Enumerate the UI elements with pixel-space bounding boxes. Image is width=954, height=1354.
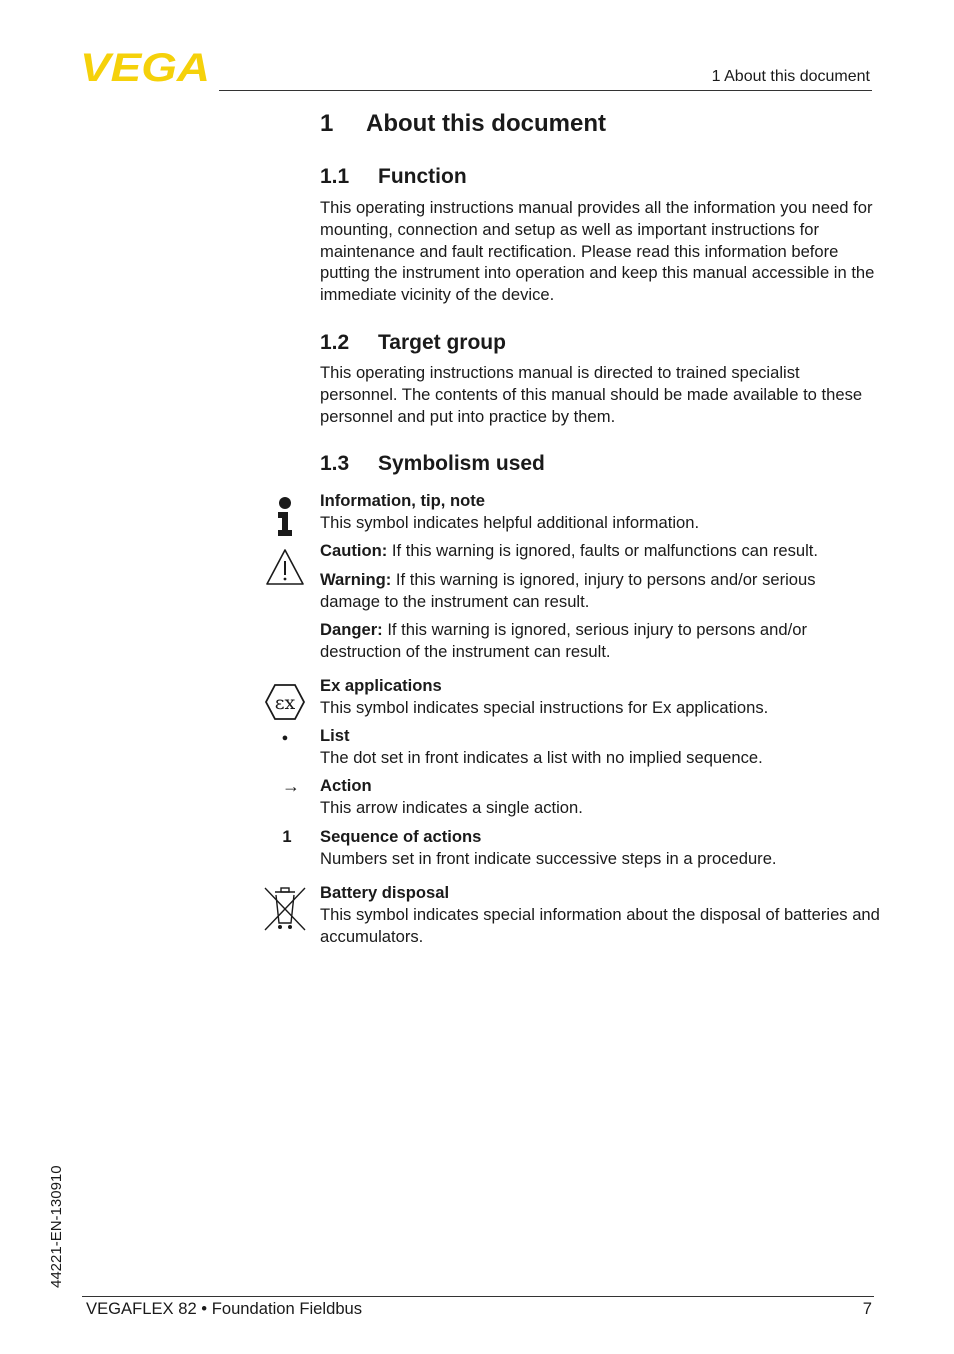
target-group-paragraph: This operating instructions manual is directed to trained specialist personnel. The contents of this manual should be made available to these personnel and put into practice by them.	[320, 363, 863, 426]
caution-entry: Caution: If this warning is ignored, faults or malfunctions can result.	[320, 541, 819, 560]
battery-entry: Battery disposal This symbol indicates special information about the disposal of batteries and accumulators.	[320, 883, 880, 946]
ex-entry: Ex applications This symbol indicates special instructions for Ex applications.	[320, 676, 769, 717]
function-paragraph: This operating instructions manual provides all the information you need for mounting, connection and setup as well as important instructions for maintenance and fault rectification. Please read this information before putting the instrument into operation and keep this manual accessible in the immediate vicinity of the device.	[320, 198, 875, 305]
header-divider	[219, 90, 872, 91]
danger-entry: Danger: If this warning is ignored, serious injury to persons and/or destruction of the instrument can result.	[320, 620, 807, 661]
chapter-heading: 1 About this document	[320, 110, 606, 137]
svg-text:VEGA: VEGA	[80, 50, 210, 84]
section-heading-target-group: 1.2 Target group	[320, 331, 506, 354]
header-section-title: 1 About this document	[711, 68, 870, 85]
bullet-dot-icon: ●	[281, 732, 289, 744]
footer-divider	[82, 1296, 874, 1297]
warning-triangle-icon	[262, 547, 308, 587]
document-code: 44221-EN-130910	[48, 1165, 65, 1288]
sequence-number-icon: 1	[282, 827, 292, 846]
action-entry: Action This arrow indicates a single action.	[320, 776, 583, 817]
sequence-entry: Sequence of actions Numbers set in front indicate successive steps in a procedure.	[320, 827, 777, 868]
vega-logo	[80, 50, 212, 84]
info-icon	[262, 496, 308, 538]
section-heading-symbolism: 1.3 Symbolism used	[320, 452, 545, 475]
page-number: 7	[862, 1299, 872, 1318]
section-heading-function: 1.1 Function	[320, 165, 467, 188]
ex-hexagon-icon	[262, 682, 308, 722]
footer-product: VEGAFLEX 82 • Foundation Fieldbus	[86, 1299, 363, 1318]
warning-entry: Warning: If this warning is ignored, injury to persons and/or serious damage to the instrument can result.	[320, 570, 816, 611]
crossed-bin-icon	[262, 885, 308, 933]
info-entry: Information, tip, note This symbol indicates helpful additional information.	[320, 491, 700, 532]
svg-text:εx: εx	[274, 692, 296, 714]
list-entry: List The dot set in front indicates a list with no implied sequence.	[320, 726, 763, 767]
arrow-right-icon: →	[282, 775, 300, 796]
